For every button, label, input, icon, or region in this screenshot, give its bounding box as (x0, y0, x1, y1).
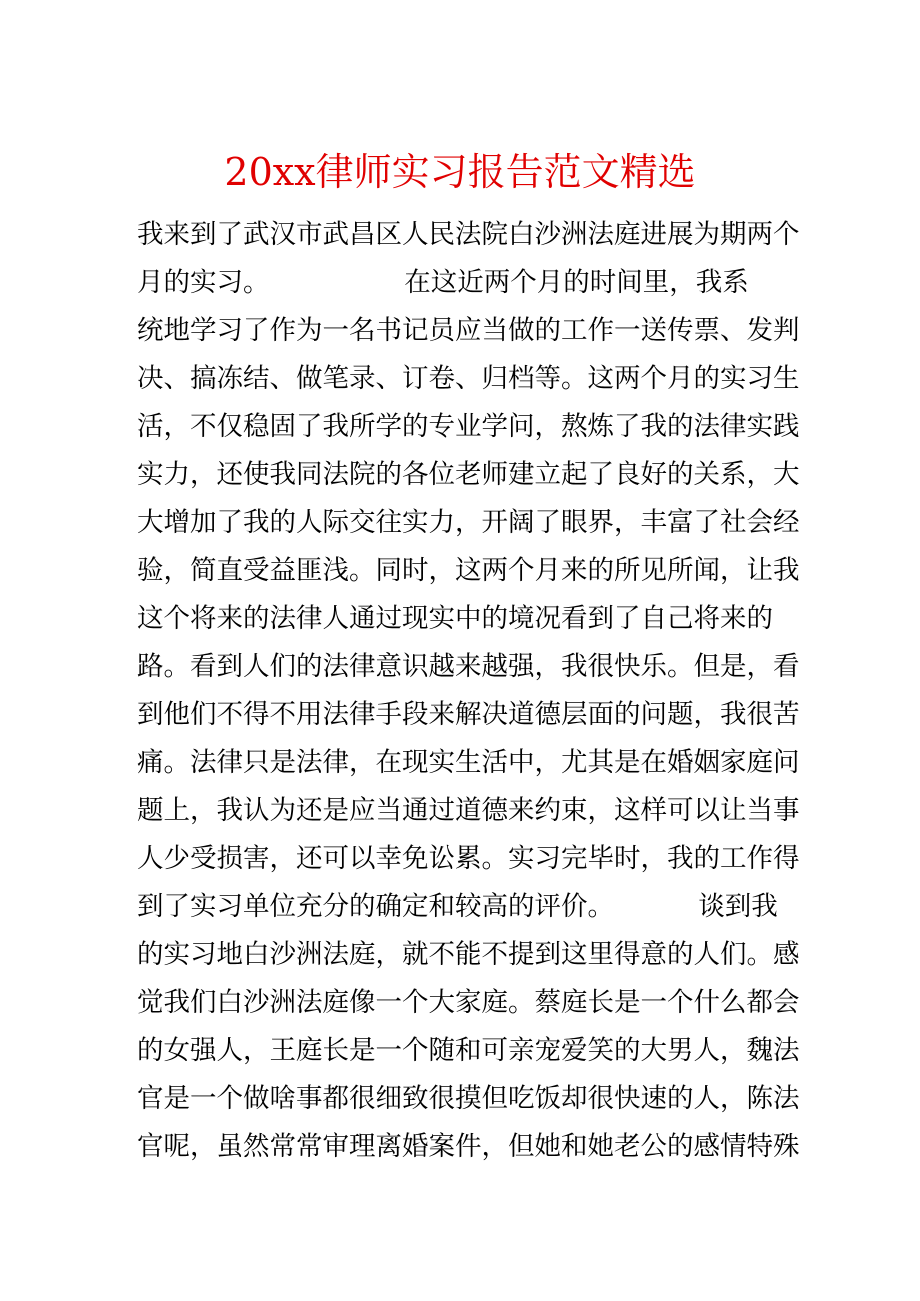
body-line: 官是一个做啥事都很细致很摸但吃饭却很快速的人，陈法 (137, 1083, 800, 1114)
body-line: 到他们不得不用法律手段来解决道德层面的问题，我很苦 (137, 699, 800, 730)
body-line: 实力，还使我同法院的各位老师建立起了良好的关系，大 (137, 459, 800, 490)
body-line: 月的实习。 在这近两个月的时间里，我系 (137, 267, 749, 298)
body-line: 这个将来的法律人通过现实中的境况看到了自己将来的 (137, 603, 773, 634)
body-line: 路。看到人们的法律意识越来越强，我很快乐。但是，看 (137, 651, 800, 682)
document-title: 20xx律师实习报告范文精选 (224, 150, 696, 194)
body-line: 官呢，虽然常常审理离婚案件，但她和她老公的感情特殊 (137, 1131, 800, 1162)
body-line: 活，不仅稳固了我所学的专业学问，熬炼了我的法律实践 (137, 411, 800, 442)
body-line: 大增加了我的人际交往实力，开阔了眼界，丰富了社会经 (137, 507, 800, 538)
body-line: 的女强人，王庭长是一个随和可亲宠爱笑的大男人，魏法 (137, 1035, 800, 1066)
body-line: 痛。法律只是法律，在现实生活中，尤其是在婚姻家庭问 (137, 747, 800, 778)
body-line: 觉我们白沙洲法庭像一个大家庭。蔡庭长是一个什么都会 (137, 987, 800, 1018)
body-line: 的实习地白沙洲法庭，就不能不提到这里得意的人们。感 (137, 939, 800, 970)
body-line: 统地学习了作为一名书记员应当做的工作一送传票、发判 (137, 315, 800, 346)
body-line: 到了实习单位充分的确定和较高的评价。 谈到我 (137, 891, 778, 922)
body-line: 人少受损害，还可以幸免讼累。实习完毕时，我的工作得 (137, 843, 800, 874)
body-line: 题上，我认为还是应当通过道德来约束，这样可以让当事 (137, 795, 800, 826)
body-line: 决、搞冻结、做笔录、订卷、归档等。这两个月的实习生 (137, 363, 800, 394)
body-line: 验，简直受益匪浅。同时，这两个月来的所见所闻，让我 (137, 555, 800, 586)
body-line: 我来到了武汉市武昌区人民法院白沙洲法庭进展为期两个 (137, 219, 800, 250)
